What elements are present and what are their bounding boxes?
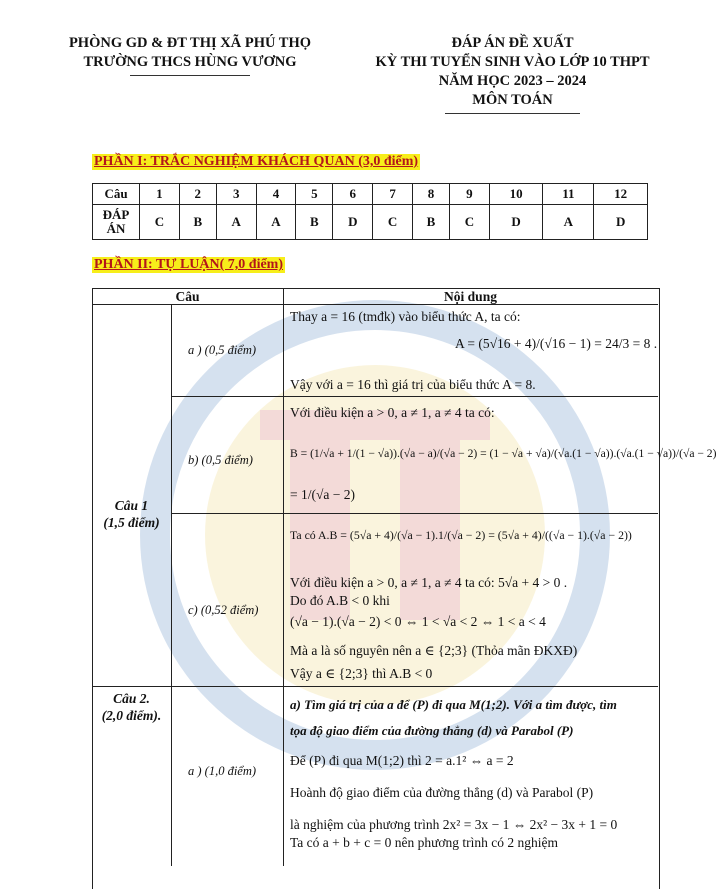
q1-label: Câu 1	[114, 498, 149, 513]
answer-cell: A	[216, 205, 256, 240]
q1c-line: (√a − 1).(√a − 2) < 0 ⇔ 1 < √a < 2 ⇔ 1 < a < 4	[290, 614, 546, 629]
question-number: 5	[296, 184, 333, 205]
q1c-line: Với điều kiện a > 0, a ≠ 1, a ≠ 4 ta có: 5√a + 4 > 0 .	[290, 575, 568, 590]
question-number: 9	[450, 184, 490, 205]
answer-cell: D	[489, 205, 543, 240]
row-divider	[171, 513, 658, 514]
q2-points: (2,0 điểm).	[101, 708, 162, 723]
answer-cell: C	[373, 205, 413, 240]
exam-name: KỲ THI TUYỂN SINH VÀO LỚP 10 THPT	[375, 54, 650, 70]
header-left	[40, 34, 340, 76]
answer-cell: A	[543, 205, 594, 240]
q1c-formula: Ta có A.B = (5√a + 4)/(√a − 1).1/(√a − 2) = (5√a + 4)/((√a − 1).(√a − 2))	[290, 528, 632, 542]
answer-cell: D	[594, 205, 648, 240]
col-divider	[283, 304, 284, 866]
question-number: 7	[373, 184, 413, 205]
question-number: 1	[140, 184, 180, 205]
row-divider	[92, 686, 658, 687]
q1-points: (1,5 điểm)	[103, 515, 160, 530]
school-year: NĂM HỌC 2023 – 2024	[438, 73, 587, 89]
q1c-line: Mà a là số nguyên nên a ∈ {2;3} (Thỏa mãn ĐKXĐ)	[290, 643, 578, 658]
q1b-formula: B = (1/√a + 1/(1 − √a)).(√a − a)/(√a − 2) = (1 − √a + √a)/(√a.(1 − √a)).(√a.(1 − √a))/(√a − 2)	[290, 447, 717, 460]
q1a-label: a ) (0,5 điểm)	[188, 343, 257, 357]
q1c-label: c) (0,52 điểm)	[188, 603, 259, 617]
subject: MÔN TOÁN	[472, 92, 553, 108]
col-divider	[171, 686, 172, 866]
answer-cell: B	[412, 205, 449, 240]
multiple-choice-table	[92, 183, 648, 240]
part2-title: PHẦN II: TỰ LUẬN( 7,0 điểm)	[94, 257, 283, 272]
q2a-line: Để (P) đi qua M(1;2) thì 2 = a.1² ⇔ a = 2	[290, 753, 514, 768]
part1-title: PHẦN I: TRẮC NGHIỆM KHÁCH QUAN (3,0 điểm)	[94, 154, 419, 169]
question-number: 4	[256, 184, 296, 205]
school-name: TRƯỜNG THCS HÙNG VƯƠNG	[83, 54, 297, 70]
header-left-underline	[130, 75, 250, 76]
q1c-line: Do đó A.B < 0 khi	[290, 593, 390, 608]
answer-cell: C	[450, 205, 490, 240]
col-divider	[171, 304, 172, 686]
answer-cell: B	[296, 205, 333, 240]
question-number: 2	[179, 184, 216, 205]
q2a-line: Ta có a + b + c = 0 nên phương trình có 2 nghiệm	[290, 835, 559, 850]
doc-title: ĐÁP ÁN ĐỀ XUẤT	[451, 35, 574, 51]
q1a-formula: A = (5√16 + 4)/(√16 − 1) = 24/3 = 8 .	[455, 336, 658, 351]
q2a-label: a ) (1,0 điểm)	[188, 764, 257, 778]
col-header-noidung: Nội dung	[444, 289, 497, 304]
header-right-underline	[445, 113, 580, 114]
q2a-line: Hoành độ giao điểm của đường thẳng (d) và Parabol (P)	[290, 785, 594, 800]
answer-cell: D	[333, 205, 373, 240]
question-number: 12	[594, 184, 648, 205]
answer-cell: B	[179, 205, 216, 240]
question-number: 11	[543, 184, 594, 205]
table-row	[93, 184, 648, 205]
q1b-line: Với điều kiện a > 0, a ≠ 1, a ≠ 4 ta có:	[290, 405, 495, 420]
question-number: 3	[216, 184, 256, 205]
header-right	[345, 34, 680, 114]
question-number: 6	[333, 184, 373, 205]
q1b-formula: = 1/(√a − 2)	[290, 487, 355, 502]
answer-cell: A	[256, 205, 296, 240]
dept-name: PHÒNG GD & ĐT THỊ XÃ PHÚ THỌ	[68, 35, 312, 51]
document-header	[0, 34, 720, 124]
q2-label: Câu 2.	[113, 691, 150, 706]
question-header: Câu	[93, 184, 140, 205]
question-number: 8	[412, 184, 449, 205]
col-header-cau: Câu	[175, 289, 200, 304]
row-divider	[171, 396, 658, 397]
q2a-heading: a) Tìm giá trị của a để (P) đi qua M(1;2). Với a tìm được, tìm	[290, 697, 617, 712]
table-row	[93, 205, 648, 240]
q2a-line: là nghiệm của phương trình 2x² = 3x − 1 ⇔ 2x² − 3x + 1 = 0	[290, 817, 618, 832]
q2a-heading: tọa độ giao điểm của đường thẳng (d) và Parabol (P)	[290, 723, 574, 738]
q1a-line: Vậy với a = 16 thì giá trị của biểu thức A = 8.	[290, 377, 536, 392]
answer-cell: C	[140, 205, 180, 240]
answer-header: ĐÁP ÁN	[93, 205, 140, 240]
question-number: 10	[489, 184, 543, 205]
q1c-line: Vậy a ∈ {2;3} thì A.B < 0	[290, 666, 433, 681]
q1a-line: Thay a = 16 (tmđk) vào biểu thức A, ta có:	[290, 309, 521, 324]
q1b-label: b) (0,5 điểm)	[188, 453, 253, 467]
